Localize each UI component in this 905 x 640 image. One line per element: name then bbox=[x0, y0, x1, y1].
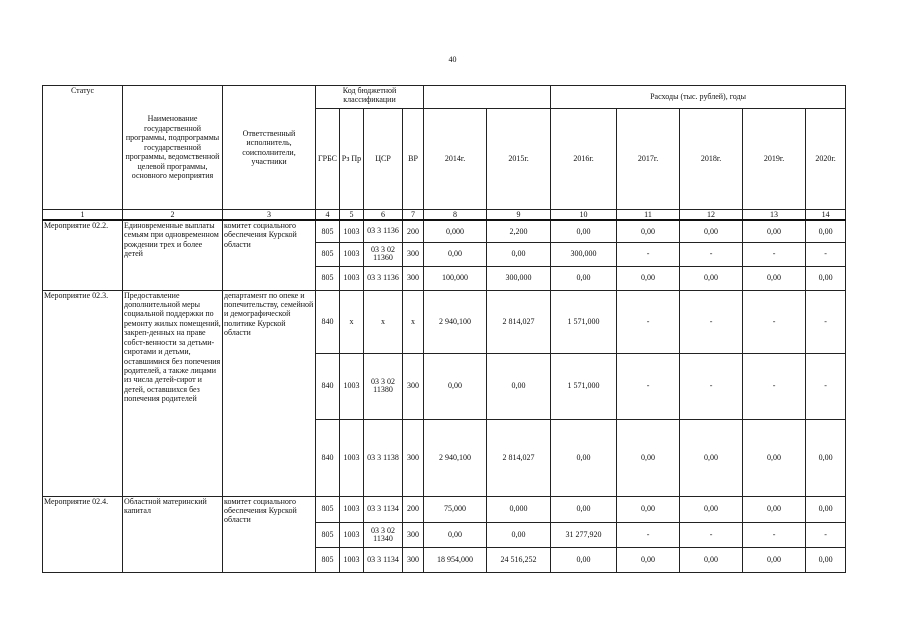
cell-csr: 03 3 02 11340 bbox=[364, 522, 403, 547]
cell-value: 2 814,027 bbox=[487, 419, 551, 496]
cell-vr: 300 bbox=[403, 353, 424, 419]
cell-value: 0,00 bbox=[617, 220, 680, 242]
cell-value: 0,00 bbox=[743, 220, 806, 242]
cell-value: 0,00 bbox=[806, 220, 846, 242]
header-year-2014: 2014г. bbox=[424, 109, 487, 210]
header-responsible: Ответственный исполнитель, соисполнители, участники bbox=[223, 86, 316, 210]
cell-value: - bbox=[680, 290, 743, 353]
cell-value: - bbox=[680, 353, 743, 419]
header-year-2020: 2020г. bbox=[806, 109, 846, 210]
column-number: 1 bbox=[43, 210, 123, 221]
cell-value: 0,000 bbox=[487, 496, 551, 522]
cell-value: 0,00 bbox=[806, 496, 846, 522]
header-year-2015: 2015г. bbox=[487, 109, 551, 210]
header-budget-code-group: Код бюджетной классификации bbox=[316, 86, 424, 109]
column-number: 14 bbox=[806, 210, 846, 221]
cell-rzpr: 1003 bbox=[340, 547, 364, 572]
cell-value: - bbox=[806, 353, 846, 419]
cell-value: - bbox=[743, 353, 806, 419]
cell-value: - bbox=[743, 290, 806, 353]
cell-vr: 300 bbox=[403, 547, 424, 572]
cell-value: 1 571,000 bbox=[551, 290, 617, 353]
cell-value: 0,00 bbox=[617, 419, 680, 496]
cell-grbs: 805 bbox=[316, 266, 340, 290]
column-number: 2 bbox=[123, 210, 223, 221]
cell-value: 2 940,100 bbox=[424, 419, 487, 496]
cell-value: - bbox=[806, 522, 846, 547]
cell-value: - bbox=[617, 290, 680, 353]
page-number: 40 bbox=[448, 55, 457, 64]
cell-value: 0,00 bbox=[487, 242, 551, 266]
cell-name: Областной материнский капитал bbox=[123, 496, 223, 572]
header-csr: ЦСР bbox=[364, 109, 403, 210]
cell-grbs: 840 bbox=[316, 290, 340, 353]
cell-grbs: 805 bbox=[316, 496, 340, 522]
table-row bbox=[43, 220, 846, 242]
cell-value: 0,00 bbox=[680, 419, 743, 496]
cell-responsible: департамент по опеке и попечительству, семейной и демографической политике Курской области bbox=[223, 290, 316, 496]
cell-value: 0,00 bbox=[680, 547, 743, 572]
cell-vr: 300 bbox=[403, 266, 424, 290]
cell-rzpr: 1003 bbox=[340, 353, 364, 419]
cell-csr: 03 3 1134 bbox=[364, 496, 403, 522]
cell-status: Мероприятие 02.3. bbox=[43, 290, 123, 496]
cell-value: 0,00 bbox=[551, 496, 617, 522]
cell-value: - bbox=[617, 353, 680, 419]
table-row bbox=[43, 496, 846, 522]
header-year-2016: 2016г. bbox=[551, 109, 617, 210]
cell-vr: х bbox=[403, 290, 424, 353]
column-number: 8 bbox=[424, 210, 487, 221]
cell-responsible: комитет социального обеспечения Курской области bbox=[223, 220, 316, 290]
cell-name: Предоставление дополнительной меры социальной поддержки по ремонту жилых помещений, закреп-денных на праве собст-венности за детьми-сиротами и детьми, оставшимися без попечения родителей, а также лицами из числа детей-сирот и детей, оставшихся без попечения родителей bbox=[123, 290, 223, 496]
header-grbs: ГРБС bbox=[316, 109, 340, 210]
cell-grbs: 805 bbox=[316, 522, 340, 547]
cell-value: - bbox=[806, 242, 846, 266]
cell-value: 2 940,100 bbox=[424, 290, 487, 353]
cell-rzpr: 1003 bbox=[340, 522, 364, 547]
cell-value: - bbox=[617, 242, 680, 266]
column-number: 12 bbox=[680, 210, 743, 221]
cell-value: 0,00 bbox=[680, 496, 743, 522]
header-name: Наименование государственной программы, подпрограммы государственной программы, ведомственной целевой программы, основного мероприятия bbox=[123, 86, 223, 210]
cell-csr: 03 3 1134 bbox=[364, 547, 403, 572]
column-number: 3 bbox=[223, 210, 316, 221]
cell-value: 0,00 bbox=[806, 419, 846, 496]
cell-value: 0,00 bbox=[680, 266, 743, 290]
cell-value: 0,00 bbox=[806, 547, 846, 572]
cell-value: 0,00 bbox=[487, 522, 551, 547]
header-year-2017: 2017г. bbox=[617, 109, 680, 210]
cell-status: Мероприятие 02.2. bbox=[43, 220, 123, 290]
header-status: Статус bbox=[43, 86, 123, 210]
cell-vr: 300 bbox=[403, 242, 424, 266]
cell-value: - bbox=[743, 242, 806, 266]
cell-csr: 03 3 02 11360 bbox=[364, 242, 403, 266]
cell-value: - bbox=[617, 522, 680, 547]
cell-vr: 200 bbox=[403, 496, 424, 522]
cell-value: 0,00 bbox=[743, 419, 806, 496]
cell-value: 0,00 bbox=[551, 266, 617, 290]
cell-grbs: 805 bbox=[316, 220, 340, 242]
cell-csr: 03 3 1136 bbox=[364, 266, 403, 290]
cell-value: - bbox=[680, 522, 743, 547]
cell-value: 2 814,027 bbox=[487, 290, 551, 353]
header-year-2019: 2019г. bbox=[743, 109, 806, 210]
cell-value: - bbox=[806, 290, 846, 353]
column-number: 6 bbox=[364, 210, 403, 221]
cell-value: 0,00 bbox=[551, 419, 617, 496]
cell-name: Единовременные выплаты семьям при одновременном рождении трех и более детей bbox=[123, 220, 223, 290]
column-number: 10 bbox=[551, 210, 617, 221]
cell-value: 0,00 bbox=[617, 266, 680, 290]
cell-value: 300,000 bbox=[551, 242, 617, 266]
cell-vr: 200 bbox=[403, 220, 424, 242]
cell-rzpr: х bbox=[340, 290, 364, 353]
cell-value: 31 277,920 bbox=[551, 522, 617, 547]
cell-csr: 03 3 1136 bbox=[364, 220, 403, 242]
column-number: 7 bbox=[403, 210, 424, 221]
cell-grbs: 805 bbox=[316, 547, 340, 572]
cell-value: - bbox=[680, 242, 743, 266]
cell-value: 24 516,252 bbox=[487, 547, 551, 572]
cell-value: - bbox=[743, 522, 806, 547]
column-number-row bbox=[43, 210, 846, 221]
cell-value: 0,00 bbox=[617, 547, 680, 572]
cell-vr: 300 bbox=[403, 419, 424, 496]
cell-value: 18 954,000 bbox=[424, 547, 487, 572]
header-vr: ВР bbox=[403, 109, 424, 210]
header-blank bbox=[424, 86, 551, 109]
cell-responsible: комитет социального обеспечения Курской области bbox=[223, 496, 316, 572]
cell-csr: 03 3 1138 bbox=[364, 419, 403, 496]
column-number: 13 bbox=[743, 210, 806, 221]
cell-rzpr: 1003 bbox=[340, 266, 364, 290]
column-number: 9 bbox=[487, 210, 551, 221]
cell-csr: 03 3 02 11380 bbox=[364, 353, 403, 419]
cell-value: 0,00 bbox=[551, 547, 617, 572]
cell-value: 1 571,000 bbox=[551, 353, 617, 419]
cell-value: 0,00 bbox=[424, 242, 487, 266]
cell-vr: 300 bbox=[403, 522, 424, 547]
cell-csr: х bbox=[364, 290, 403, 353]
cell-value: 75,000 bbox=[424, 496, 487, 522]
cell-rzpr: 1003 bbox=[340, 419, 364, 496]
cell-value: 0,00 bbox=[743, 547, 806, 572]
cell-value: 0,00 bbox=[487, 353, 551, 419]
cell-rzpr: 1003 bbox=[340, 496, 364, 522]
table-row bbox=[43, 290, 846, 353]
cell-grbs: 805 bbox=[316, 242, 340, 266]
cell-value: 0,00 bbox=[424, 353, 487, 419]
cell-value: 0,00 bbox=[551, 220, 617, 242]
header-year-2018: 2018г. bbox=[680, 109, 743, 210]
cell-value: 100,000 bbox=[424, 266, 487, 290]
cell-value: 0,00 bbox=[743, 266, 806, 290]
cell-value: 0,00 bbox=[806, 266, 846, 290]
budget-table bbox=[42, 85, 846, 573]
cell-grbs: 840 bbox=[316, 353, 340, 419]
cell-value: 300,000 bbox=[487, 266, 551, 290]
cell-value: 0,00 bbox=[424, 522, 487, 547]
header-expenses-group: Расходы (тыс. рублей), годы bbox=[551, 86, 846, 109]
cell-rzpr: 1003 bbox=[340, 242, 364, 266]
cell-value: 0,00 bbox=[743, 496, 806, 522]
header-rzpr: Рз Пр bbox=[340, 109, 364, 210]
cell-value: 0,000 bbox=[424, 220, 487, 242]
cell-rzpr: 1003 bbox=[340, 220, 364, 242]
cell-value: 0,00 bbox=[680, 220, 743, 242]
cell-status: Мероприятие 02.4. bbox=[43, 496, 123, 572]
column-number: 11 bbox=[617, 210, 680, 221]
cell-value: 0,00 bbox=[617, 496, 680, 522]
column-number: 4 bbox=[316, 210, 340, 221]
column-number: 5 bbox=[340, 210, 364, 221]
table-body bbox=[43, 220, 846, 572]
cell-grbs: 840 bbox=[316, 419, 340, 496]
cell-value: 2,200 bbox=[487, 220, 551, 242]
